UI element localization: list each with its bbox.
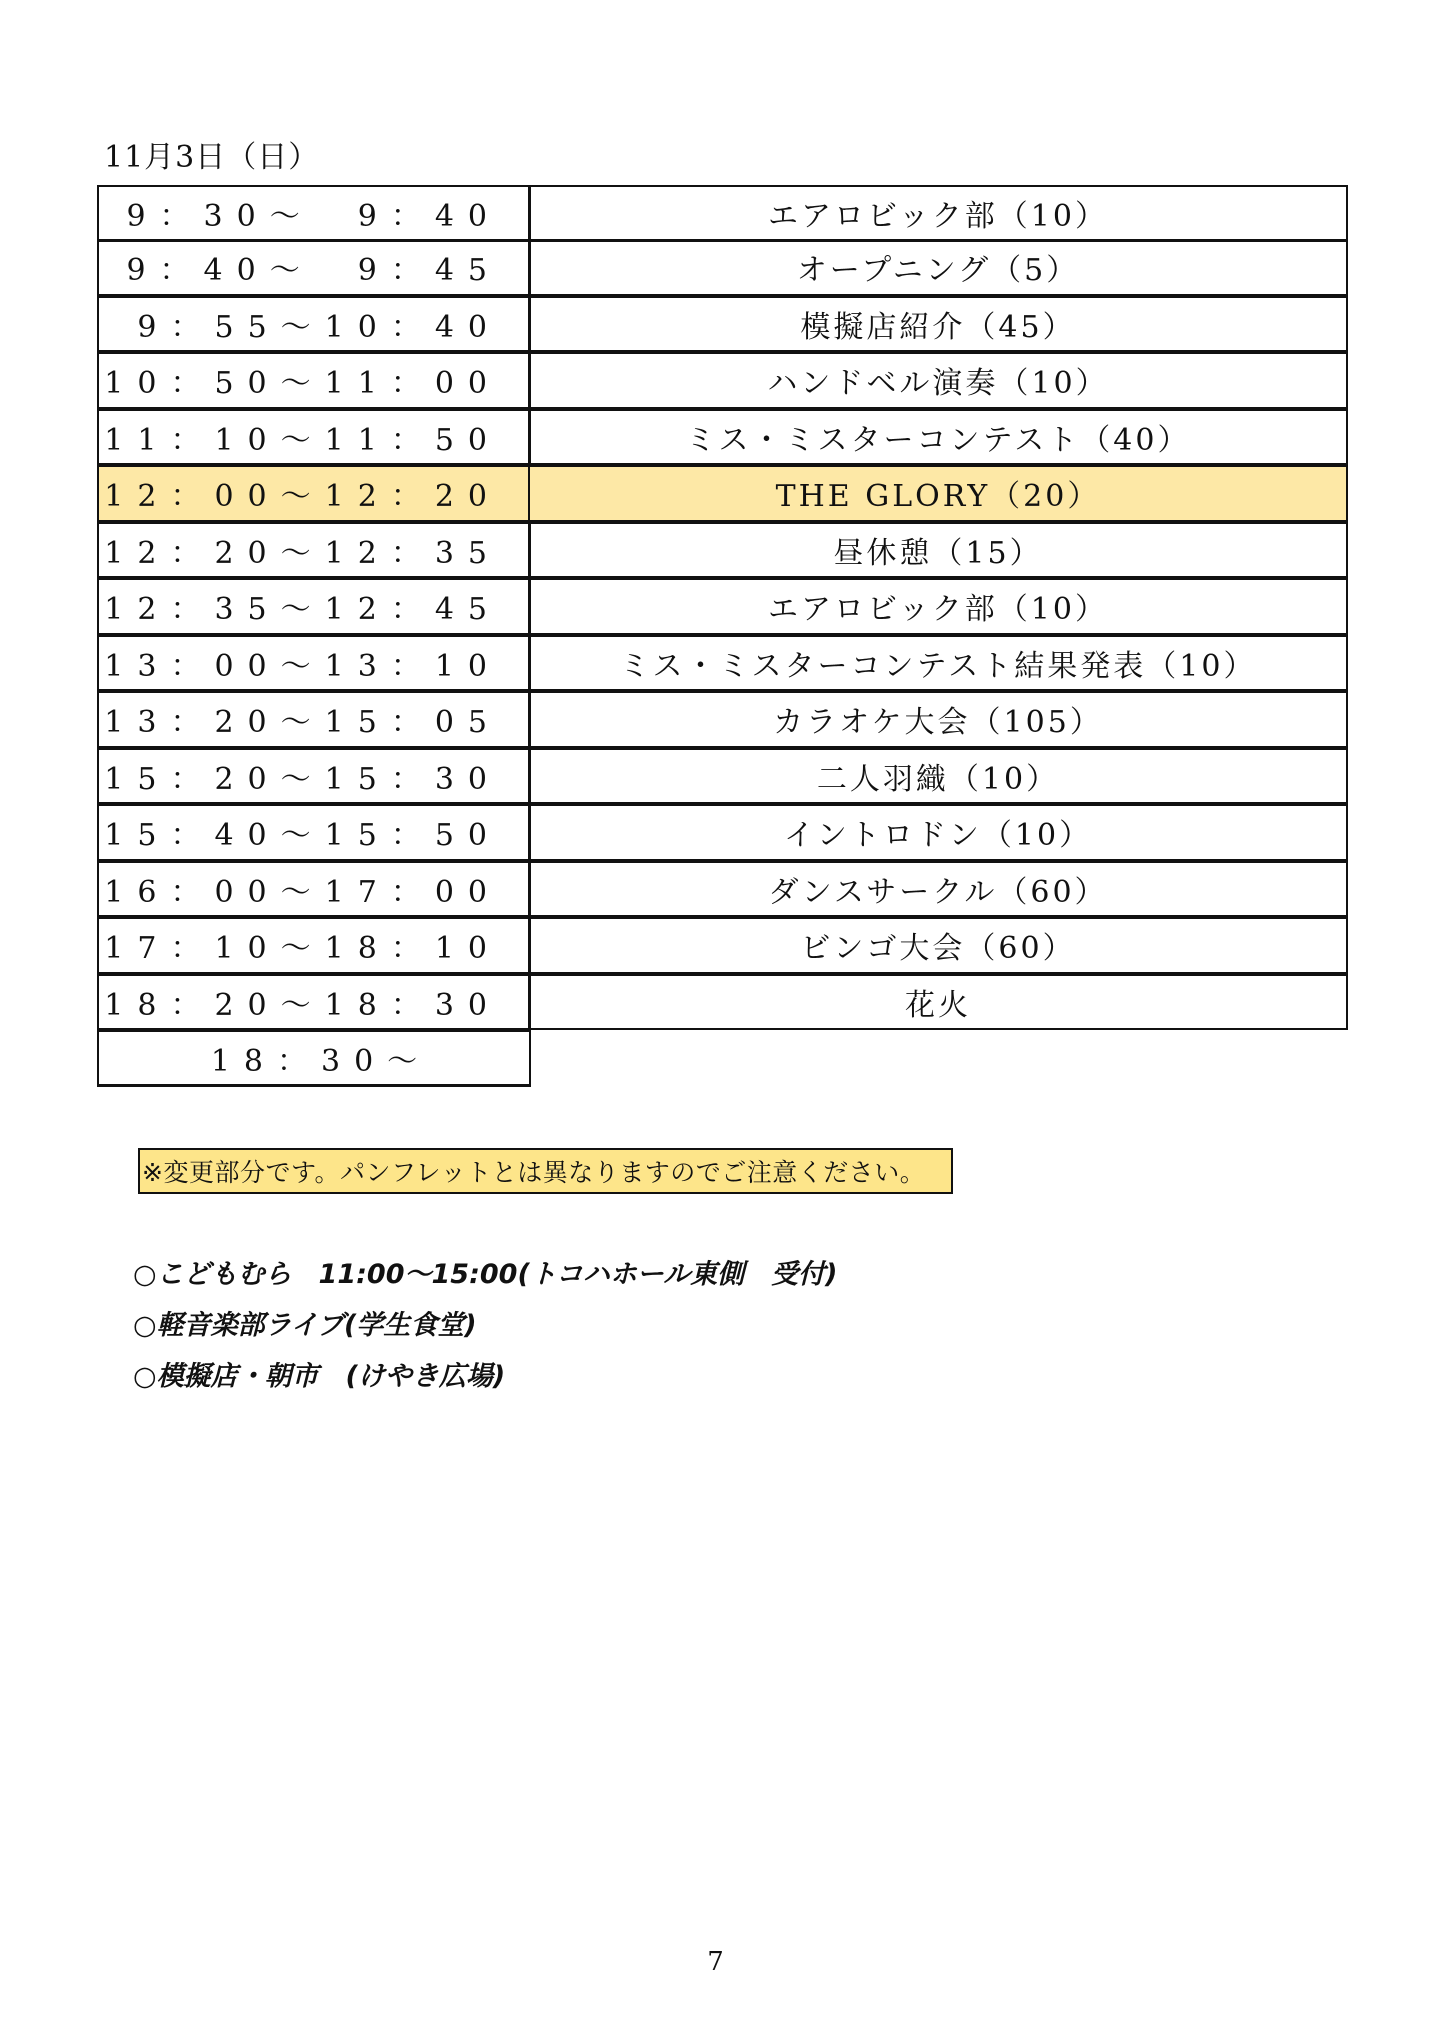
schedule-table xyxy=(97,185,1348,1089)
event-cell: 花火 xyxy=(528,974,1348,1031)
event-cell: イントロドン（10） xyxy=(528,804,1348,861)
schedule-row xyxy=(97,355,1348,412)
date-heading: 11月3日（日） xyxy=(104,140,320,175)
event-cell: ミス・ミスターコンテスト結果発表（10） xyxy=(528,635,1348,692)
event-cell: エアロビック部（10） xyxy=(528,578,1348,635)
time-cell: 18：20～18：30 xyxy=(97,974,531,1031)
schedule-row xyxy=(97,694,1348,751)
schedule-row xyxy=(97,976,1348,1033)
event-cell: エアロビック部（10） xyxy=(528,185,1348,242)
time-cell: 12：00～12：20 xyxy=(97,465,531,522)
time-cell: 11：10～11：50 xyxy=(97,409,531,466)
event-cell: オープニング（5） xyxy=(528,239,1348,296)
page-number: 7 xyxy=(707,1947,724,1977)
time-cell: 18：30～ xyxy=(97,1030,531,1087)
circle-mark: ○ xyxy=(133,1310,157,1341)
schedule-row-highlighted xyxy=(97,468,1348,525)
schedule-row xyxy=(97,185,1348,242)
time-cell: 9：40～ 9：45 xyxy=(97,239,531,296)
schedule-row xyxy=(97,863,1348,920)
event-cell: ビンゴ大会（60） xyxy=(528,917,1348,974)
circle-mark: ○ xyxy=(133,1361,157,1392)
schedule-row xyxy=(97,298,1348,355)
schedule-row xyxy=(97,920,1348,977)
event-cell: 模擬店紹介（45） xyxy=(528,296,1348,353)
info-line-kodomomura xyxy=(133,1257,838,1293)
time-cell: 12：20～12：35 xyxy=(97,522,531,579)
info-text: 軽音楽部ライブ(学生食堂) xyxy=(156,1310,477,1341)
schedule-row xyxy=(97,637,1348,694)
info-text: こどもむら 11:00～15:00(トコハホール東側 受付) xyxy=(156,1259,838,1290)
schedule-row xyxy=(97,750,1348,807)
schedule-row xyxy=(97,581,1348,638)
time-cell: 9：30～ 9：40 xyxy=(97,185,531,242)
time-cell: 9：55～10：40 xyxy=(97,296,531,353)
event-cell: ダンスサークル（60） xyxy=(528,861,1348,918)
event-cell: カラオケ大会（105） xyxy=(528,691,1348,748)
schedule-row xyxy=(97,807,1348,864)
circle-mark: ○ xyxy=(133,1259,157,1290)
time-cell: 12：35～12：45 xyxy=(97,578,531,635)
time-cell: 13：00～13：10 xyxy=(97,635,531,692)
time-cell: 10：50～11：00 xyxy=(97,352,531,409)
time-cell: 15：20～15：30 xyxy=(97,748,531,805)
time-cell: 16：00～17：00 xyxy=(97,861,531,918)
event-cell: 二人羽織（10） xyxy=(528,748,1348,805)
event-cell: THE GLORY（20） xyxy=(528,465,1348,522)
change-notice: ※変更部分です。パンフレットとは異なりますのでご注意ください。 xyxy=(138,1148,953,1194)
info-text: 模擬店・朝市 (けやき広場) xyxy=(156,1361,506,1392)
schedule-row xyxy=(97,242,1348,299)
event-cell: ハンドベル演奏（10） xyxy=(528,352,1348,409)
time-cell: 17：10～18：10 xyxy=(97,917,531,974)
event-cell: 昼休憩（15） xyxy=(528,522,1348,579)
schedule-row xyxy=(97,1033,1348,1090)
info-line-food-stalls xyxy=(133,1359,505,1395)
schedule-row xyxy=(97,524,1348,581)
schedule-row xyxy=(97,411,1348,468)
info-line-light-music-live xyxy=(133,1308,477,1344)
time-cell: 15：40～15：50 xyxy=(97,804,531,861)
event-cell: ミス・ミスターコンテスト（40） xyxy=(528,409,1348,466)
time-cell: 13：20～15：05 xyxy=(97,691,531,748)
